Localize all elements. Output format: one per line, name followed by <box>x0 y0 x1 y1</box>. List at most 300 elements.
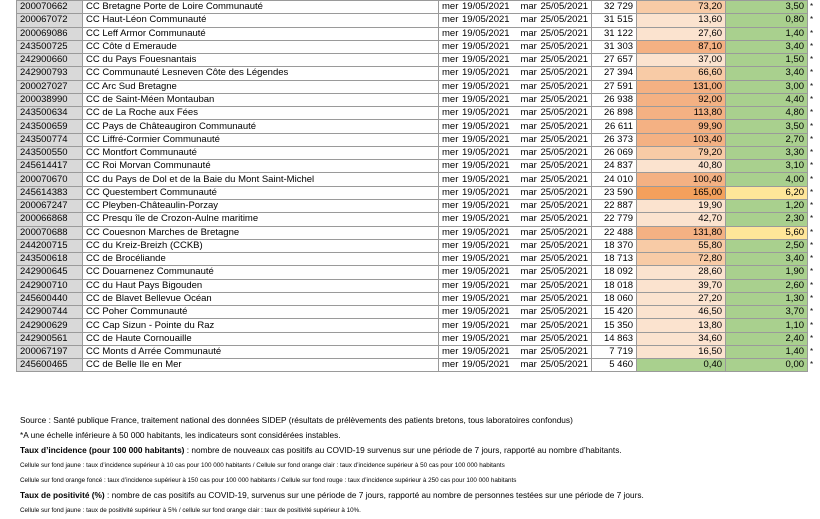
epci-code-cell: 243500618 <box>17 253 83 266</box>
table-row <box>17 67 818 80</box>
positivity-cell <box>726 93 808 106</box>
positivity-cell <box>726 14 808 27</box>
instability-star: * <box>810 214 814 224</box>
epci-code-cell: 242900645 <box>17 266 83 279</box>
incidence-cell: 37,00 <box>637 54 726 67</box>
epci-code-cell: 242900660 <box>17 54 83 67</box>
period-start: mer 19/05/2021 <box>442 253 510 265</box>
instability-star: * <box>810 267 814 277</box>
period-cell <box>439 40 592 53</box>
period-end: mar 25/05/2021 <box>520 213 589 225</box>
epci-name-cell: CC du Pays de Dol et de la Baie du Mont Saint-Michel <box>83 173 439 186</box>
table-row <box>17 93 818 106</box>
population-cell: 24 837 <box>592 160 637 173</box>
table-body <box>17 1 818 372</box>
period-cell <box>439 239 592 252</box>
incidence-legend-2: Cellule sur fond orange foncé : taux d’incidence supérieur à 150 cas pour 100 000 habitants / Cellule sur fond rouge : taux d’incidence supérieur à 250 cas pour 100 000 habitants <box>20 477 517 484</box>
epci-indicator-table <box>16 0 818 372</box>
period-end: mar 25/05/2021 <box>520 27 589 39</box>
period-cell <box>439 292 592 305</box>
positivity-value: 3,40 <box>785 253 805 265</box>
period-end: mar 25/05/2021 <box>520 14 589 26</box>
epci-name-cell: CC Questembert Communauté <box>83 186 439 199</box>
epci-code-cell: 200027027 <box>17 80 83 93</box>
instability-star: * <box>810 134 814 144</box>
instability-star: * <box>810 280 814 290</box>
star-cell <box>808 319 818 332</box>
star-cell <box>808 67 818 80</box>
positivity-cell <box>726 186 808 199</box>
incidence-cell: 87,10 <box>637 40 726 53</box>
positivity-title: Taux de positivité (%) <box>20 490 105 500</box>
positivity-cell <box>726 239 808 252</box>
period-start: mer 19/05/2021 <box>442 67 510 79</box>
period-cell <box>439 146 592 159</box>
period-cell <box>439 80 592 93</box>
population-cell: 5 460 <box>592 359 637 372</box>
period-end: mar 25/05/2021 <box>520 107 589 119</box>
population-cell: 18 092 <box>592 266 637 279</box>
incidence-cell: 34,60 <box>637 332 726 345</box>
population-cell: 24 010 <box>592 173 637 186</box>
star-cell <box>808 306 818 319</box>
star-cell <box>808 80 818 93</box>
population-cell: 15 420 <box>592 306 637 319</box>
epci-code-cell: 242900744 <box>17 306 83 319</box>
epci-code-cell: 243500550 <box>17 146 83 159</box>
population-cell: 18 713 <box>592 253 637 266</box>
period-cell <box>439 133 592 146</box>
period-start: mer 19/05/2021 <box>442 160 510 172</box>
population-cell: 27 394 <box>592 67 637 80</box>
population-cell: 31 515 <box>592 14 637 27</box>
positivity-value: 4,00 <box>785 173 805 185</box>
incidence-cell: 42,70 <box>637 213 726 226</box>
period-start: mer 19/05/2021 <box>442 14 510 26</box>
positivity-cell <box>726 213 808 226</box>
table-row <box>17 266 818 279</box>
positivity-value: 1,30 <box>785 292 805 304</box>
star-cell <box>808 93 818 106</box>
period-end: mar 25/05/2021 <box>520 200 589 212</box>
period-cell <box>439 107 592 120</box>
star-cell <box>808 133 818 146</box>
star-cell <box>808 253 818 266</box>
positivity-value: 3,50 <box>785 120 805 132</box>
positivity-value: 1,40 <box>785 346 805 358</box>
positivity-value: 3,00 <box>785 80 805 92</box>
period-start: mer 19/05/2021 <box>442 80 510 92</box>
period-cell <box>439 226 592 239</box>
population-cell: 18 370 <box>592 239 637 252</box>
positivity-cell <box>726 292 808 305</box>
table-row <box>17 253 818 266</box>
positivity-value: 3,40 <box>785 40 805 52</box>
instability-star: * <box>810 108 814 118</box>
epci-name-cell: CC Leff Armor Communauté <box>83 27 439 40</box>
period-start: mer 19/05/2021 <box>442 226 510 238</box>
star-cell <box>808 146 818 159</box>
epci-name-cell: CC de Belle Ile en Mer <box>83 359 439 372</box>
period-end: mar 25/05/2021 <box>520 54 589 66</box>
period-end: mar 25/05/2021 <box>520 120 589 132</box>
epci-code-cell: 243500659 <box>17 120 83 133</box>
incidence-cell: 27,60 <box>637 27 726 40</box>
period-end: mar 25/05/2021 <box>520 306 589 318</box>
population-cell: 31 122 <box>592 27 637 40</box>
instability-star: * <box>810 121 814 131</box>
positivity-value: 1,20 <box>785 200 805 212</box>
period-end: mar 25/05/2021 <box>520 67 589 79</box>
epci-name-cell: CC de Blavet Bellevue Océan <box>83 292 439 305</box>
footnotes <box>20 413 810 518</box>
epci-code-cell: 200067247 <box>17 199 83 212</box>
incidence-cell: 55,80 <box>637 239 726 252</box>
positivity-cell <box>726 146 808 159</box>
star-note: *A une échelle inférieure à 50 000 habitants, les indicateurs sont considérées instables. <box>20 430 341 440</box>
epci-name-cell: CC Communauté Lesneven Côte des Légendes <box>83 67 439 80</box>
epci-name-cell: CC de Saint-Méen Montauban <box>83 93 439 106</box>
period-start: mer 19/05/2021 <box>442 359 510 371</box>
epci-name-cell: CC Arc Sud Bretagne <box>83 80 439 93</box>
table-row <box>17 120 818 133</box>
incidence-cell: 100,40 <box>637 173 726 186</box>
positivity-cell <box>726 67 808 80</box>
positivity-cell <box>726 199 808 212</box>
period-start: mer 19/05/2021 <box>442 200 510 212</box>
positivity-cell <box>726 266 808 279</box>
positivity-cell <box>726 359 808 372</box>
instability-star: * <box>810 254 814 264</box>
epci-code-cell: 243500774 <box>17 133 83 146</box>
period-cell <box>439 213 592 226</box>
period-start: mer 19/05/2021 <box>442 239 510 251</box>
positivity-cell <box>726 226 808 239</box>
star-cell <box>808 1 818 14</box>
table-row <box>17 133 818 146</box>
period-end: mar 25/05/2021 <box>520 332 589 344</box>
epci-name-cell: CC de La Roche aux Fées <box>83 107 439 120</box>
epci-name-cell: CC Pleyben-Châteaulin-Porzay <box>83 199 439 212</box>
positivity-cell <box>726 27 808 40</box>
table-row <box>17 345 818 358</box>
incidence-cell: 103,40 <box>637 133 726 146</box>
instability-star: * <box>810 148 814 158</box>
positivity-cell <box>726 40 808 53</box>
epci-name-cell: CC de Brocéliande <box>83 253 439 266</box>
period-start: mer 19/05/2021 <box>442 147 510 159</box>
period-end: mar 25/05/2021 <box>520 173 589 185</box>
table-row <box>17 239 818 252</box>
period-cell <box>439 319 592 332</box>
epci-name-cell: CC Haut-Léon Communauté <box>83 14 439 27</box>
period-cell <box>439 173 592 186</box>
star-cell <box>808 279 818 292</box>
period-cell <box>439 266 592 279</box>
instability-star: * <box>810 161 814 171</box>
star-cell <box>808 186 818 199</box>
table-row <box>17 319 818 332</box>
period-cell <box>439 120 592 133</box>
positivity-cell <box>726 345 808 358</box>
population-cell: 26 938 <box>592 93 637 106</box>
period-end: mar 25/05/2021 <box>520 226 589 238</box>
incidence-legend-1: Cellule sur fond jaune : taux d’incidence supérieur à 10 cas pour 100 000 habitants / Cellule sur fond orange clair : taux d’incidence supérieur à 50 cas pour 100 000 habitants <box>20 462 505 469</box>
period-start: mer 19/05/2021 <box>442 133 510 145</box>
epci-code-cell: 245600465 <box>17 359 83 372</box>
table-row <box>17 186 818 199</box>
population-cell: 31 303 <box>592 40 637 53</box>
positivity-legend: Cellule sur fond jaune : taux de positivité supérieur à 5% / cellule sur fond orange clair : taux de positivité supérieur à 10%. <box>20 507 361 514</box>
instability-star: * <box>810 41 814 51</box>
epci-name-cell: CC de Haute Cornouaille <box>83 332 439 345</box>
incidence-title: Taux d’incidence (pour 100 000 habitants) <box>20 445 185 455</box>
period-cell <box>439 306 592 319</box>
star-cell <box>808 332 818 345</box>
incidence-cell: 131,00 <box>637 80 726 93</box>
incidence-cell: 165,00 <box>637 186 726 199</box>
positivity-text: : nombre de cas positifs au COVID-19, survenus sur une période de 7 jours, rapporté au nombre de personnes testées sur une période de 7 jours. <box>104 490 644 500</box>
positivity-value: 2,40 <box>785 332 805 344</box>
period-start: mer 19/05/2021 <box>442 120 510 132</box>
period-start: mer 19/05/2021 <box>442 266 510 278</box>
population-cell: 26 898 <box>592 107 637 120</box>
star-cell <box>808 345 818 358</box>
table-row <box>17 107 818 120</box>
incidence-cell: 27,20 <box>637 292 726 305</box>
period-end: mar 25/05/2021 <box>520 253 589 265</box>
period-end: mar 25/05/2021 <box>520 186 589 198</box>
table-row <box>17 14 818 27</box>
population-cell: 18 060 <box>592 292 637 305</box>
period-start: mer 19/05/2021 <box>442 1 510 13</box>
positivity-cell <box>726 173 808 186</box>
population-cell: 22 488 <box>592 226 637 239</box>
population-cell: 7 719 <box>592 345 637 358</box>
population-cell: 26 373 <box>592 133 637 146</box>
epci-name-cell: CC du Haut Pays Bigouden <box>83 279 439 292</box>
period-end: mar 25/05/2021 <box>520 147 589 159</box>
period-start: mer 19/05/2021 <box>442 292 510 304</box>
period-end: mar 25/05/2021 <box>520 93 589 105</box>
period-end: mar 25/05/2021 <box>520 279 589 291</box>
star-cell <box>808 213 818 226</box>
period-end: mar 25/05/2021 <box>520 160 589 172</box>
incidence-cell: 131,80 <box>637 226 726 239</box>
star-cell <box>808 160 818 173</box>
period-start: mer 19/05/2021 <box>442 54 510 66</box>
period-end: mar 25/05/2021 <box>520 292 589 304</box>
table-row <box>17 80 818 93</box>
instability-star: * <box>810 347 814 357</box>
epci-name-cell: CC Pays de Châteaugiron Communauté <box>83 120 439 133</box>
positivity-value: 3,10 <box>785 160 805 172</box>
period-cell <box>439 332 592 345</box>
positivity-value: 0,80 <box>785 14 805 26</box>
epci-code-cell: 200038990 <box>17 93 83 106</box>
incidence-cell: 46,50 <box>637 306 726 319</box>
table-row <box>17 226 818 239</box>
epci-name-cell: CC Bretagne Porte de Loire Communauté <box>83 1 439 14</box>
instability-star: * <box>810 360 814 370</box>
period-end: mar 25/05/2021 <box>520 346 589 358</box>
epci-code-cell: 242900561 <box>17 332 83 345</box>
instability-star: * <box>810 201 814 211</box>
period-start: mer 19/05/2021 <box>442 213 510 225</box>
period-start: mer 19/05/2021 <box>442 279 510 291</box>
incidence-cell: 40,80 <box>637 160 726 173</box>
period-end: mar 25/05/2021 <box>520 40 589 52</box>
positivity-cell <box>726 80 808 93</box>
star-cell <box>808 107 818 120</box>
instability-star: * <box>810 28 814 38</box>
table-row <box>17 199 818 212</box>
period-start: mer 19/05/2021 <box>442 332 510 344</box>
period-start: mer 19/05/2021 <box>442 107 510 119</box>
positivity-value: 3,40 <box>785 67 805 79</box>
table-row <box>17 146 818 159</box>
star-cell <box>808 40 818 53</box>
population-cell: 32 729 <box>592 1 637 14</box>
positivity-cell <box>726 279 808 292</box>
population-cell: 18 018 <box>592 279 637 292</box>
positivity-value: 4,40 <box>785 93 805 105</box>
period-cell <box>439 67 592 80</box>
epci-name-cell: CC Douarnenez Communauté <box>83 266 439 279</box>
epci-code-cell: 245614383 <box>17 186 83 199</box>
table-row <box>17 27 818 40</box>
table-row <box>17 1 818 14</box>
epci-code-cell: 245600440 <box>17 292 83 305</box>
epci-code-cell: 200067072 <box>17 14 83 27</box>
period-end: mar 25/05/2021 <box>520 319 589 331</box>
positivity-value: 2,30 <box>785 213 805 225</box>
positivity-value: 3,70 <box>785 306 805 318</box>
period-cell <box>439 199 592 212</box>
population-cell: 14 863 <box>592 332 637 345</box>
instability-star: * <box>810 174 814 184</box>
epci-code-cell: 242900793 <box>17 67 83 80</box>
instability-star: * <box>810 55 814 65</box>
instability-star: * <box>810 307 814 317</box>
period-cell <box>439 160 592 173</box>
incidence-cell: 99,90 <box>637 120 726 133</box>
instability-star: * <box>810 333 814 343</box>
positivity-value: 0,00 <box>785 359 805 371</box>
positivity-cell <box>726 133 808 146</box>
period-end: mar 25/05/2021 <box>520 1 589 13</box>
instability-star: * <box>810 293 814 303</box>
positivity-value: 6,20 <box>785 186 805 198</box>
star-cell <box>808 239 818 252</box>
star-cell <box>808 173 818 186</box>
incidence-cell: 13,60 <box>637 14 726 27</box>
epci-code-cell: 242900629 <box>17 319 83 332</box>
source-note: Source : Santé publique France, traitement national des données SIDEP (résultats de prélèvements des patients bretons, tous laboratoires confondus) <box>20 415 573 425</box>
incidence-cell: 13,80 <box>637 319 726 332</box>
star-cell <box>808 359 818 372</box>
incidence-cell: 0,40 <box>637 359 726 372</box>
population-cell: 27 591 <box>592 80 637 93</box>
table-row <box>17 292 818 305</box>
positivity-cell <box>726 54 808 67</box>
table-row <box>17 306 818 319</box>
instability-star: * <box>810 320 814 330</box>
table-row <box>17 213 818 226</box>
epci-name-cell: CC Montfort Communauté <box>83 146 439 159</box>
period-cell <box>439 54 592 67</box>
positivity-definition <box>20 488 810 503</box>
table-row <box>17 40 818 53</box>
population-cell: 26 069 <box>592 146 637 159</box>
incidence-cell: 39,70 <box>637 279 726 292</box>
epci-code-cell: 200069086 <box>17 27 83 40</box>
star-cell <box>808 27 818 40</box>
star-cell <box>808 226 818 239</box>
period-end: mar 25/05/2021 <box>520 266 589 278</box>
epci-name-cell: CC du Pays Fouesnantais <box>83 54 439 67</box>
positivity-cell <box>726 1 808 14</box>
population-cell: 27 657 <box>592 54 637 67</box>
incidence-cell: 16,50 <box>637 345 726 358</box>
epci-name-cell: CC Roi Morvan Communauté <box>83 160 439 173</box>
table-row <box>17 332 818 345</box>
epci-name-cell: CC Côte d Emeraude <box>83 40 439 53</box>
epci-code-cell: 243500725 <box>17 40 83 53</box>
period-cell <box>439 1 592 14</box>
instability-star: * <box>810 227 814 237</box>
incidence-definition <box>20 443 810 458</box>
period-start: mer 19/05/2021 <box>442 27 510 39</box>
epci-code-cell: 200070662 <box>17 1 83 14</box>
table-row <box>17 279 818 292</box>
period-start: mer 19/05/2021 <box>442 40 510 52</box>
positivity-value: 3,50 <box>785 1 805 13</box>
period-cell <box>439 279 592 292</box>
instability-star: * <box>810 187 814 197</box>
instability-star: * <box>810 15 814 25</box>
instability-star: * <box>810 2 814 12</box>
epci-code-cell: 245614417 <box>17 160 83 173</box>
instability-star: * <box>810 81 814 91</box>
period-start: mer 19/05/2021 <box>442 306 510 318</box>
population-cell: 15 350 <box>592 319 637 332</box>
period-cell <box>439 345 592 358</box>
instability-star: * <box>810 240 814 250</box>
population-cell: 22 779 <box>592 213 637 226</box>
positivity-cell <box>726 120 808 133</box>
incidence-cell: 92,00 <box>637 93 726 106</box>
positivity-value: 1,90 <box>785 266 805 278</box>
star-cell <box>808 199 818 212</box>
positivity-value: 1,10 <box>785 319 805 331</box>
epci-code-cell: 200070688 <box>17 226 83 239</box>
positivity-cell <box>726 332 808 345</box>
star-cell <box>808 120 818 133</box>
period-cell <box>439 253 592 266</box>
table-row <box>17 54 818 67</box>
epci-name-cell: CC Liffré-Cormier Communauté <box>83 133 439 146</box>
positivity-value: 4,80 <box>785 107 805 119</box>
star-cell <box>808 266 818 279</box>
epci-code-cell: 200067197 <box>17 345 83 358</box>
positivity-cell <box>726 253 808 266</box>
positivity-value: 1,40 <box>785 27 805 39</box>
star-cell <box>808 14 818 27</box>
period-cell <box>439 93 592 106</box>
epci-code-cell: 244200715 <box>17 239 83 252</box>
epci-name-cell: CC Couesnon Marches de Bretagne <box>83 226 439 239</box>
